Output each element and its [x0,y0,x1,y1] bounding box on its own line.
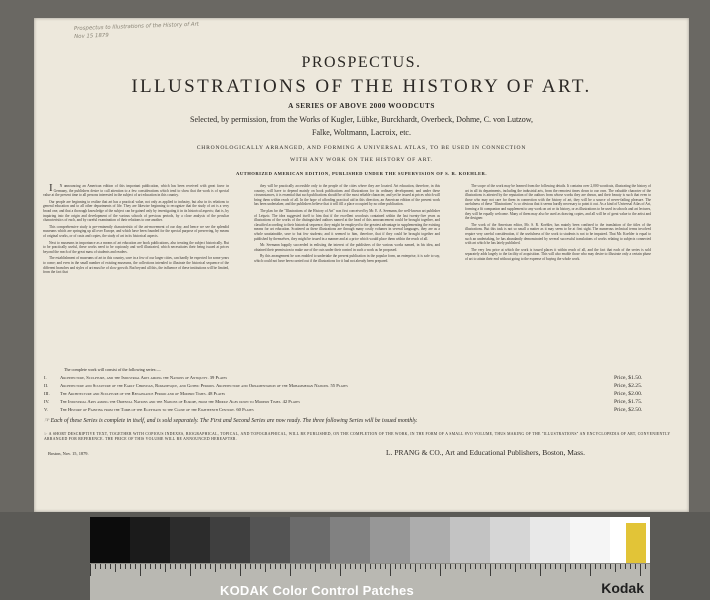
series-number: V. [44,407,48,412]
ruler-tick [470,564,471,569]
ruler-tick [615,564,616,572]
ruler-tick [320,564,321,569]
ruler-tick [515,564,516,572]
paragraph: Next to museums in importance as a means of art education are book publications, also treating the subject historically. But to be practically useful, these works need to be copiously and well illustrated, which necessitates their being issued at prices beyond the reach of the great mass of students and readers. [43,240,229,254]
paragraph: they will be practically accessible only to the people of the cities where they are located. Art education, therefore, in this country, will have to depend mainly on book publications and illustrations for its ordinary development; and under these circumstances, it is essential that such publications should be of the most reliable character, and yet be issued at prices which will bring them within reach of all. In the hope of affording practical aid in this direction, an American edition of the present work has been undertaken; and the publishers believe that it will fill a place occupied by no other publication. [254,184,440,207]
color-control-grayscale-strip [90,517,650,563]
series-row [44,383,664,391]
ruler-tick [610,564,611,569]
ruler-tick [625,564,626,569]
ruler-tick [420,564,421,569]
paragraph: Our people are beginning to realize that art has a practical value, not only as applied to industry, but also in its relations to general education and to all other departments of life. They are likewise beginning to recognize that the study of art is a very broad one, and that a thorough knowledge of the subject can be gained only by investigating it in its historical aspects; that is, by inquiring into the origin and development of the various schools of previous periods, by a close analysis of the peculiar characteristics of each, and by careful examination of their relations to one another. [43,199,229,223]
drop-cap: I [49,184,53,194]
series-row [44,399,664,407]
ruler-tick [550,564,551,569]
ruler-tick [175,564,176,569]
series-title: The History of Painting from the Tomb of the Egyptians to the Close of the Eighteenth Century. 60 Plates [60,407,254,412]
ruler-tick [115,564,116,572]
ruler-tick [640,564,641,576]
body-column-2 [254,184,440,364]
ruler-tick [570,564,571,569]
series-price: Price, $1.75. [614,399,643,405]
ruler-tick [155,564,156,569]
kodak-ruler [90,563,650,600]
ruler-tick [645,564,646,569]
ruler-tick [255,564,256,569]
ruler-tick [540,564,541,576]
ruler-tick [460,564,461,569]
ruler-tick [485,564,486,569]
gray-patch [250,517,290,563]
series-title: The Architecture and Sculpture of the Renaissance Period and of Modern Times. 48 Plates [60,391,226,396]
ruler-tick [400,564,401,569]
ruler-tick [475,564,476,569]
ruler-tick [345,564,346,569]
ruler-tick [145,564,146,569]
ruler-tick [130,564,131,569]
ruler-tick [545,564,546,569]
ruler-tick [110,564,111,569]
ruler-tick [215,564,216,572]
ruler-tick [185,564,186,569]
ruler-tick [205,564,206,569]
ruler-tick [195,564,196,569]
ruler-tick [495,564,496,569]
series-price: Price, $2.50. [614,407,643,413]
ruler-tick [90,564,91,576]
gray-patch [130,517,170,563]
series-number: III. [44,391,50,396]
series-number: II. [44,383,49,388]
gray-patch [210,517,250,563]
paragraph-text: N announcing an American edition of this important publication, which has been received with great favor in Germany, the publishers desire to call attention to a few considerations which tend to show that the work is of special value at the present time to all persons interested in the subject of art education in this country. [43,184,229,198]
ruler-tick [635,564,636,569]
ruler-tick [435,564,436,569]
ruler-tick [290,564,291,576]
series-title: Architecture and Sculpture of the Early Christian, Romanesque, and Gothic Periods. Architecture and Ornamentation of the Mohammedan Nations. 55 Plates [60,383,348,388]
publisher-imprint: L. PRANG & CO., Art and Educational Publishers, Boston, Mass. [386,448,585,457]
kodak-logo: Kodak [601,580,644,596]
ruler-tick [410,564,411,569]
prospectus-heading: PROSPECTUS. [301,54,422,71]
series-number: IV. [44,399,50,404]
ruler-tick [510,564,511,569]
paragraph [43,184,229,198]
ruler-tick [350,564,351,569]
ruler-tick [620,564,621,569]
ruler-tick [465,564,466,572]
ruler-tick [315,564,316,572]
dateline: Boston, Nov. 15, 1879. [48,451,89,456]
body-column-3 [465,184,651,364]
series-intro: The complete work will consist of the following series:— [64,367,161,372]
ruler-tick [240,564,241,576]
ruler-tick [165,564,166,572]
pencil-line-2: Nov 15 1879 [74,32,109,41]
paragraph: The work of the American editor, Mr. S. R. Koehler, has mainly been confined to the translation of the titles of the illustrations. But this task is not so small a matter as it may seem to be at first sight. The numerous technical terms involved require very careful consideration, if the usefulness of the work to students is not to be impaired. That Mr. Koehler is equal to such an undertaking, he has abundantly demonstrated by several successful translations of works relating to subjects connected with art which he has lately published. [465,222,651,246]
ruler-tick [480,564,481,569]
paragraph: By this arrangement he was enabled to undertake the present publication in the popular form, an enterprise, it is safe to say, which could not have been carried out if the illustrations for it had not already been prepared. [254,254,440,263]
descriptive-text-note: ☞ A SHORT DESCRIPTIVE TEXT, TOGETHER WITH COPIOUS INDEXES, BIOGRAPHICAL, TOPICAL, AND TOPOGRAPHICAL, WILL BE PUBLISHED, ON THE COMPLETION OF THE WORK, IN THE FORM OF A SMALL 8VO VOLUME, THUS MAKING OF THE "ILLUSTRATIONS" AN ENCYCLOPEDIA OF ART, CONVENIENTLY ARRANGED FOR REFERENCE. THE PRICE OF THIS VOLUME WILL BE ANNOUNCED HEREAFTER. [44,432,671,441]
ruler-tick [415,564,416,572]
gray-patch [370,517,410,563]
series-list [44,375,664,415]
series-row [44,375,664,383]
ruler-tick [445,564,446,569]
selected-from-line-1: Selected, by permission, from the Works of Kugler, Lübke, Burckhardt, Overbeck, Dohme, C. von Lutzow, [190,115,533,124]
ruler-tick [330,564,331,569]
ruler-tick [505,564,506,569]
ruler-tick [595,564,596,569]
body-column-1 [43,184,229,364]
arranged-line-2: WITH ANY WORK ON THE HISTORY OF ART. [290,157,433,163]
ruler-ticks [90,564,650,576]
ruler-tick [560,564,561,569]
ruler-tick [385,564,386,569]
ruler-tick [575,564,576,569]
ruler-tick [260,564,261,569]
ruler-tick [500,564,501,569]
ruler-tick [310,564,311,569]
ruler-tick [430,564,431,569]
page-title: ILLUSTRATIONS OF THE HISTORY OF ART. [131,76,592,97]
gray-patch [490,517,530,563]
ruler-tick [150,564,151,569]
ruler-tick [125,564,126,569]
series-title: The Industrial Arts among the Oriental Nations and the Nations of Europe, from the Middle Ages down to Modern Times. 42 Plates [60,399,300,404]
ruler-tick [490,564,491,576]
ruler-tick [425,564,426,569]
gray-patch [410,517,450,563]
ruler-tick [565,564,566,572]
paragraph: The establishment of museums of art in this country, save in a few of our larger cities, can hardly be expected for some years to come; and even in the small number of existing museums, the collections intended to illustrate the historical sequence of the different branches and styles of art must be of slow growth. But beyond all this, the influence of these institutions will be limited, from the fact that [43,256,229,275]
gray-patch [170,517,210,563]
selected-from-line-2: Falke, Woltmann, Lacroix, etc. [312,128,411,137]
paragraph: The plan for the "Illustrations of the History of Art" was first conceived by Mr. E. A. Seemann, the well-known art publisher of Leipzic. The idea suggested itself to him that if the excellent woodcuts contained within the last twenty-five years as illustrations of the works of the distinguished authors named at the head of this announcement could be brought together, and classified according to their historical sequence, they might be employed to the greatest advantage in supplementing the existing means for art education. Scattered as these illustrations are through many costly volumes in several languages, they are as a whole unattainable, save to but few students; and it seemed to him, therefore, that if they could be brought together and published by themselves, they might be issued in a manner and at a price which would place them within the reach of all. [254,208,440,241]
ruler-tick [530,564,531,569]
series-subtitle: A SERIES OF ABOVE 2000 WOODCUTS [288,102,435,110]
ruler-tick [95,564,96,569]
series-row [44,391,664,399]
ruler-tick [580,564,581,569]
paragraph: The scope of the work may be learned from the following details. It contains over 2,000 woodcuts, illustrating the history of art in all its departments, including the industrial arts, from the remotest times down to our own. The valuable character of the illustrations is attested by the reputation of the authors from whose works they are drawn, and their beauty is such that even to those who may not care for them in connection with the history of art, they will be a source of never-failing pleasure. The usefulness of these "Illustrations" is so obvious that it seems hardly necessary to point it out. As a kind of Universal Atlas of Art, forming a fit companion and supplement to any work on art or its history, or as illustrations to be used in schools and art lectures, they will be equally welcome. Many of them may also be used as drawing copies, and all will be of great value to the artist and the designer. [465,184,651,221]
ruler-tick [555,564,556,569]
paragraph: Mr. Seemann happily succeeded in enlisting the interest of the publishers of the various works named, in his idea, and obtained their permission to make use of the cuts under their control in such a work as he proposed. [254,243,440,252]
ruler-tick [395,564,396,569]
gray-patch [530,517,570,563]
paragraph: This comprehensive study is pre-eminently characteristic of the art-movement of our day; and hence we see the splendid museums which are springing up all over Europe, and which have been founded for the special purpose of preserving, by means of original works, or of casts and copies, the study of art in its historical aspects. [43,224,229,238]
series-price: Price, $2.25. [614,383,643,389]
ruler-tick [140,564,141,576]
ruler-tick [340,564,341,576]
color-patch-yellow [626,523,646,563]
authorized-edition-line: AUTHORIZED AMERICAN EDITION, PUBLISHED UNDER THE SUPERVISION OF S. R. KOEHLER. [236,171,487,176]
ruler-tick [600,564,601,569]
ruler-tick [235,564,236,569]
ruler-tick [605,564,606,569]
arranged-line-1: CHRONOLOGICALLY ARRANGED, AND FORMING A UNIVERSAL ATLAS, TO BE USED IN CONNECTION [196,145,527,151]
series-number: I. [44,375,47,380]
ruler-tick [170,564,171,569]
ruler-tick [390,564,391,576]
ruler-tick [120,564,121,569]
prospectus-sheet [34,18,689,512]
ruler-tick [210,564,211,569]
ruler-tick [325,564,326,569]
gray-patch [90,517,130,563]
ruler-tick [285,564,286,569]
pencil-line-1: Prospectus to Illustrations of the History of Art [73,21,200,33]
gray-patch [450,517,490,563]
ruler-tick [275,564,276,569]
ruler-tick [370,564,371,569]
ruler-tick [630,564,631,569]
ruler-tick [335,564,336,569]
series-availability-note: ☞ Each of these Series is complete in itself, and is sold separately. The First and Second Series are now ready. The three following Series will be issued monthly. [44,418,418,424]
ruler-tick [440,564,441,576]
ruler-tick [590,564,591,576]
series-title: Architecture, Sculpture, and the Industrial Arts among the Nations of Antiquity. 39 Plates [60,375,228,380]
ruler-tick [295,564,296,569]
ruler-tick [405,564,406,569]
gray-patch [290,517,330,563]
ruler-tick [220,564,221,569]
ruler-tick [535,564,536,569]
ruler-tick [380,564,381,569]
ruler-tick [520,564,521,569]
ruler-tick [135,564,136,569]
ruler-tick [450,564,451,569]
ruler-tick [455,564,456,569]
ruler-tick [160,564,161,569]
ruler-tick [375,564,376,569]
ruler-tick [365,564,366,572]
ruler-tick [100,564,101,569]
ruler-tick [200,564,201,569]
ruler-tick [585,564,586,569]
ruler-tick [360,564,361,569]
ruler-tick [280,564,281,569]
series-price: Price, $2.00. [614,391,643,397]
ruler-tick [300,564,301,569]
ruler-tick [245,564,246,569]
ruler-tick [180,564,181,569]
ruler-tick [190,564,191,576]
series-price: Price, $1.50. [614,375,643,381]
ruler-tick [250,564,251,569]
paragraph: The very low price at which the work is issued places it within reach of all, and the fact that each of the series is sold separately adds largely to the facility of acquisition. This will also enable those who may desire to illustrate only a certain phase of art to attain their end without going to the expense of buying the whole work. [465,247,651,261]
ruler-tick [265,564,266,572]
ruler-tick [230,564,231,569]
ruler-tick [305,564,306,569]
ruler-tick [105,564,106,569]
ruler-tick [270,564,271,569]
ruler-tick [355,564,356,569]
ruler-tick [525,564,526,569]
ruler-brand-text: KODAK Color Control Patches [220,583,414,598]
ruler-tick [225,564,226,569]
series-row [44,407,664,415]
gray-patch [570,517,610,563]
gray-patch [330,517,370,563]
pencil-annotation [74,18,304,41]
